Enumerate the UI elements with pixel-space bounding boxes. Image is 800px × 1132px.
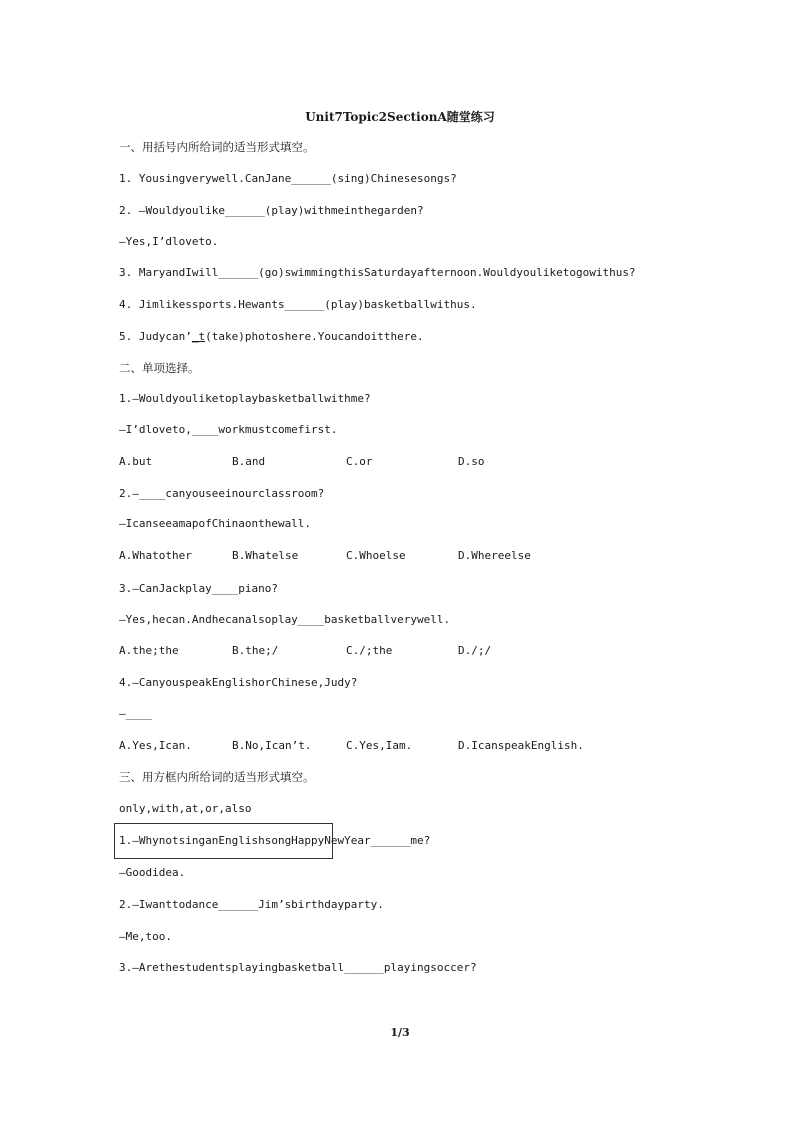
question-2-2: 2.—____canyouseeinourclassroom? <box>119 487 325 500</box>
option-2-2-c: C.Whoelse <box>346 549 406 562</box>
question-3-2: 2.—Iwanttodance______Jim’sbirthdayparty. <box>119 898 384 911</box>
question-2-1-b: —I’dloveto,____workmustcomefirst. <box>119 423 338 436</box>
section-heading-3: 三、用方框内所给词的适当形式填空。 <box>119 770 315 784</box>
question-3-1-b: —Goodidea. <box>119 866 186 879</box>
page-number: 1/3 <box>390 1026 410 1039</box>
option-2-1-d: D.so <box>458 455 485 468</box>
option-2-2-d: D.Whereelse <box>458 549 531 562</box>
option-2-1-c: C.or <box>346 455 373 468</box>
option-2-3-a: A.the;the <box>119 644 179 657</box>
section-heading-1: 一、用括号内所给词的适当形式填空。 <box>119 140 315 154</box>
question-1-2: 2. —Wouldyoulike______(play)withmeinthegarden? <box>119 204 424 217</box>
q5-text-a: 5. Judycan’ <box>119 330 192 343</box>
question-1-5 <box>119 330 424 344</box>
option-2-4-b: B.No,Ican’t. <box>232 739 312 752</box>
section-heading-2: 二、单项选择。 <box>119 361 200 375</box>
option-2-4-a: A.Yes,Ican. <box>119 739 192 752</box>
q5-blank: _t <box>191 330 206 343</box>
option-2-4-d: D.IcanspeakEnglish. <box>458 739 584 752</box>
question-2-3: 3.—CanJackplay____piano? <box>119 582 278 595</box>
question-1-3: 3. MaryandIwill______(go)swimmingthisSaturdayafternoon.Wouldyouliketogowithus? <box>119 266 636 279</box>
option-2-3-c: C./;the <box>346 644 393 657</box>
question-2-3-b: —Yes,hecan.Andhecanalsoplay____basketballverywell. <box>119 613 451 626</box>
question-3-1: 1.—WhynotsinganEnglishsongHappyNewYear______me? <box>119 834 431 847</box>
option-2-1-a: A.but <box>119 455 153 468</box>
question-2-1: 1.—Wouldyouliketoplaybasketballwithme? <box>119 392 371 405</box>
option-2-2-b: B.Whatelse <box>232 549 299 562</box>
question-1-1: 1. Yousingverywell.CanJane______(sing)Chinesesongs? <box>119 172 457 185</box>
option-2-2-a: A.Whatother <box>119 549 192 562</box>
page-title: Unit7Topic2SectionA随堂练习 <box>305 110 495 124</box>
question-2-2-b: —IcanseeamapofChinaonthewall. <box>119 517 312 530</box>
option-2-4-c: C.Yes,Iam. <box>346 739 413 752</box>
question-3-3: 3.—Arethestudentsplayingbasketball______playingsoccer? <box>119 961 477 974</box>
option-2-1-b: B.and <box>232 455 266 468</box>
question-1-4: 4. Jimlikessports.Hewants______(play)basketballwithus. <box>119 298 477 311</box>
option-2-3-d: D./;/ <box>458 644 492 657</box>
question-2-4: 4.—CanyouspeakEnglishorChinese,Judy? <box>119 676 358 689</box>
word-bank: only,with,at,or,also <box>119 802 252 815</box>
option-2-3-b: B.the;/ <box>232 644 279 657</box>
question-2-4-b: —____ <box>119 707 153 720</box>
question-3-2-b: —Me,too. <box>119 930 172 943</box>
q5-text-b: (take)photoshere.Youcandoitthere. <box>205 330 424 343</box>
question-1-2-answer: —Yes,I’dloveto. <box>119 235 219 248</box>
